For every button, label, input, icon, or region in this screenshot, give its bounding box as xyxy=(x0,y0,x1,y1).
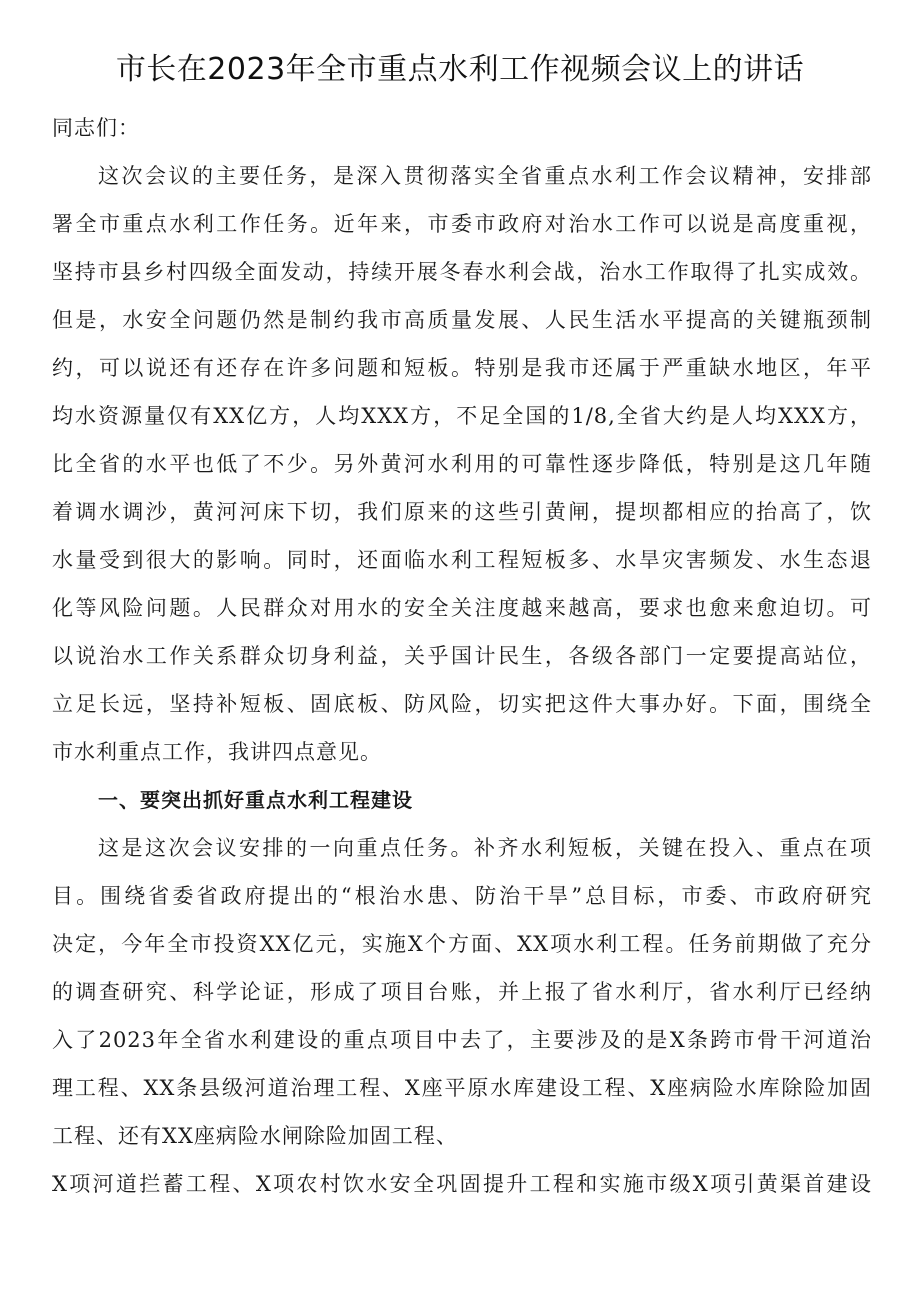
paragraph-1-line: 立足长远，坚持补短板、固底板、防风险，切实把这件大事办好。下面，围绕全 xyxy=(52,692,872,716)
paragraph-1-line: 比全省的水平也低了不少。另外黄河水利用的可靠性逐步降低，特别是这几年随 xyxy=(52,452,872,476)
paragraph-1-line: 约，可以说还有还存在许多问题和短板。特别是我市还属于严重缺水地区，年平 xyxy=(52,356,872,380)
paragraph-1-line: 着调水调沙，黄河河床下切，我们原来的这些引黄闸，提坝都相应的抬高了，饮 xyxy=(52,500,872,524)
paragraph-1-line: 均水资源量仅有XX亿方，人均XXX方，不足全国的1/8,全省大约是人均XXX方， xyxy=(52,404,872,428)
paragraph-2-line: 理工程、XX条县级河道治理工程、X座平原水库建设工程、X座病险水库除险加固 xyxy=(52,1076,872,1100)
paragraph-1-line: 坚持市县乡村四级全面发动，持续开展冬春水利会战，治水工作取得了扎实成效。 xyxy=(52,260,872,284)
paragraph-1-line: 但是，水安全问题仍然是制约我市高质量发展、人民生活水平提高的关键瓶颈制 xyxy=(52,308,872,332)
document-body xyxy=(52,104,872,1208)
paragraph-1-line: 以说治水工作关系群众切身利益，关乎国计民生，各级各部门一定要提高站位， xyxy=(52,644,872,668)
document-title: 市长在2023年全市重点水利工作视频会议上的讲话 xyxy=(115,52,805,87)
paragraph-2-line: 这是这次会议安排的一向重点任务。补齐水利短板，关键在投入、重点在项 xyxy=(98,836,872,860)
paragraph-1-line: 化等风险问题。人民群众对用水的安全关注度越来越高，要求也愈来愈迫切。可 xyxy=(52,596,872,620)
paragraph-1-line: 市水利重点工作，我讲四点意见。 xyxy=(52,740,382,764)
paragraph-1-line: 署全市重点水利工作任务。近年来，市委市政府对治水工作可以说是高度重视， xyxy=(52,212,872,236)
paragraph-2-line: 的调查研究、科学论证，形成了项目台账，并上报了省水利厅，省水利厅已经纳 xyxy=(52,980,872,1004)
salutation: 同志们： xyxy=(52,116,140,140)
section-heading: 一、要突出抓好重点水利工程建设 xyxy=(98,788,413,812)
paragraph-1-line: 这次会议的主要任务，是深入贯彻落实全省重点水利工作会议精神，安排部 xyxy=(98,164,872,188)
paragraph-2-line: 工程、还有XX座病险水闸除险加固工程、 xyxy=(52,1124,458,1148)
paragraph-2-line: 决定，今年全市投资XX亿元，实施X个方面、XX项水利工程。任务前期做了充分 xyxy=(52,932,872,956)
paragraph-2-line: 入了2023年全省水利建设的重点项目中去了，主要涉及的是X条跨市骨干河道治 xyxy=(52,1028,872,1052)
paragraph-2-line: X项河道拦蓄工程、X项农村饮水安全巩固提升工程和实施市级X项引黄渠首建设 xyxy=(52,1172,872,1196)
paragraph-1-line: 水量受到很大的影响。同时，还面临水利工程短板多、水旱灾害频发、水生态退 xyxy=(52,548,872,572)
paragraph-2-line: 目。围绕省委省政府提出的“根治水患、防治干旱”总目标，市委、市政府研究 xyxy=(52,884,872,908)
